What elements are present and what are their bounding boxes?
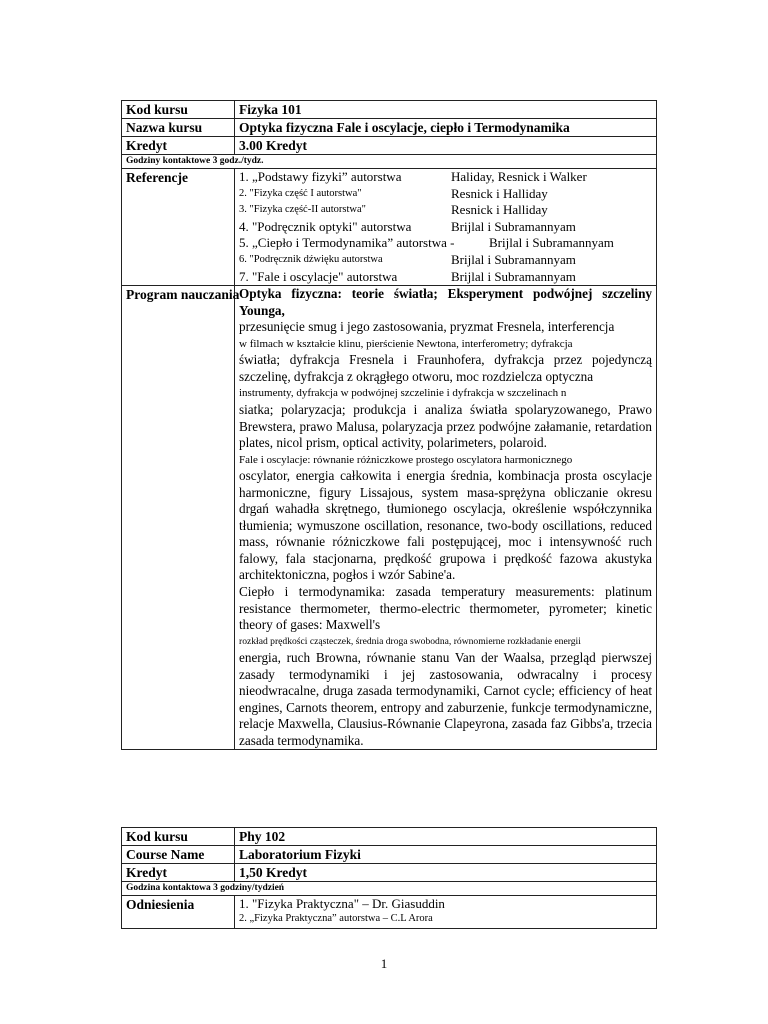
program-heat-text: energia, ruch Browna, równanie stanu Van der Waalsa, przegląd pierwszej zasady termodynamiki i jej zastosowania, odwracalny i procesy nieodwracalne, druga zasada termodynamiki, Carnot cycle; efficiency of heat engines, Carnots theorem, entropy and zaburzenie, funkcje termodynamiczne, relacje Maxwella, Clausius-Równanie Clapeyrona, zasada faz Gibbs'a, trzecia zasada termodynamika. — [239, 650, 652, 748]
credit-label: Kredyt — [122, 137, 235, 155]
page-number: 1 — [380, 956, 388, 971]
course-table-fizyka-101 — [121, 100, 657, 750]
course-code: Fizyka 101 — [235, 101, 657, 119]
course-code-label: Kod kursu — [122, 828, 235, 846]
program-waves-text: Fale i oscylacje: równanie różniczkowe prostego oscylatora harmonicznego — [239, 453, 573, 466]
reference-item: 1. „Podstawy fizyki” autorstwa Haliday, Resnick i Walker — [239, 169, 587, 184]
reference-item: 2. "Fizyka część I autorstwa" Resnick i Halliday — [239, 185, 548, 201]
program-optics-text: przesunięcie smug i jego zastosowania, pryzmat Fresnela, interferencja — [239, 319, 615, 335]
references-list — [235, 169, 657, 286]
reference-item: 4. "Podręcznik optyki" autorstwa Brijlal i Subramannyam — [239, 218, 576, 234]
reference-item: 3. "Fizyka część-II autorstwa" Resnick i Halliday — [239, 202, 548, 218]
references-label: Odniesienia — [122, 896, 235, 929]
program-label: Program nauczania — [122, 286, 235, 750]
program-waves-text: oscylator, energia całkowita i energia średnia, kombinacja prosta oscylacje harmoniczne, figury Lissajous, system masa-sprężyna obliczanie okresu drgań wahadła skrętnego, tłumionego oscylacja, określenie współczynnika tłumienia; wymuszone oscillation, resonance, two-body oscillations, reduced mass, równanie różniczkowe fali postępującej, moc i intensywność ruch falowy, fala stacjonarna, prędkość grupowa i prędkość fazowa akustyka architektoniczna, pogłos i wzór Sabine'a. — [239, 468, 652, 583]
course-code: Phy 102 — [235, 828, 657, 846]
credit-value: 1,50 Kredyt — [235, 864, 657, 882]
course-name-label: Course Name — [122, 846, 235, 864]
program-optics-text: w filmach w kształcie klinu, pierścienie Newtona, interferometry; dyfrakcja — [239, 337, 573, 350]
program-heading: Optyka fizyczna: teorie światła; Eksperyment podwójnej szczeliny Younga, — [239, 286, 652, 318]
course-code-label: Kod kursu — [122, 101, 235, 119]
program-optics-text: instrumenty, dyfrakcja w podwójnej szczelinie i dyfrakcja w szczelinach n — [239, 387, 567, 400]
reference-item: 7. "Fale i oscylacje" autorstwa Brijlal i Subramannyam — [239, 268, 576, 284]
credit-value: 3.00 Kredyt — [235, 137, 657, 155]
references-label: Referencje — [122, 169, 235, 286]
reference-item: 6. "Podręcznik dźwięku autorstwa Brijlal i Subramannyam — [239, 251, 576, 267]
course-name-label: Nazwa kursu — [122, 119, 235, 137]
reference-item: 1. "Fizyka Praktyczna" – Dr. Giasuddin — [239, 896, 445, 911]
reference-item: 2. „Fizyka Praktyczna” autorstwa – C.L Arora — [239, 913, 433, 924]
program-content — [235, 286, 657, 750]
contact-hours: Godziny kontaktowe 3 godz./tydz. — [122, 155, 657, 169]
program-heat-text: Ciepło i termodynamika: zasada temperatury measurements: platinum resistance thermometer, thermo-electric thermometer, pyrometer; kinetic theory of gases: Maxwell's — [239, 584, 652, 633]
contact-hours: Godzina kontaktowa 3 godziny/tydzień — [122, 882, 657, 896]
course-name: Laboratorium Fizyki — [235, 846, 657, 864]
reference-item: 5. „Ciepło i Termodynamika” autorstwa - Brijlal i Subramannyam — [239, 235, 614, 251]
course-table-phy-102 — [121, 827, 657, 929]
program-optics-text: światła; dyfrakcja Fresnela i Fraunhofera, dyfrakcja przez pojedynczą szczelinę, dyfrakcja z okrągłego otworu, moc rozdzielcza optyczna — [239, 352, 652, 384]
course-name: Optyka fizyczna Fale i oscylacje, ciepło i Termodynamika — [235, 119, 657, 137]
program-optics-text: siatka; polaryzacja; produkcja i analiza światła spolaryzowanego, Prawo Brewstera, prawo Malusa, polaryzacja przez podwójne załamanie, retardation plates, nicol prism, optical activity, polarimeters, polaroid. — [239, 401, 652, 451]
references-list — [235, 896, 657, 929]
program-heat-text: rozkład prędkości cząsteczek, średnia droga swobodna, równomierne rozkładanie energii — [239, 635, 581, 647]
credit-label: Kredyt — [122, 864, 235, 882]
